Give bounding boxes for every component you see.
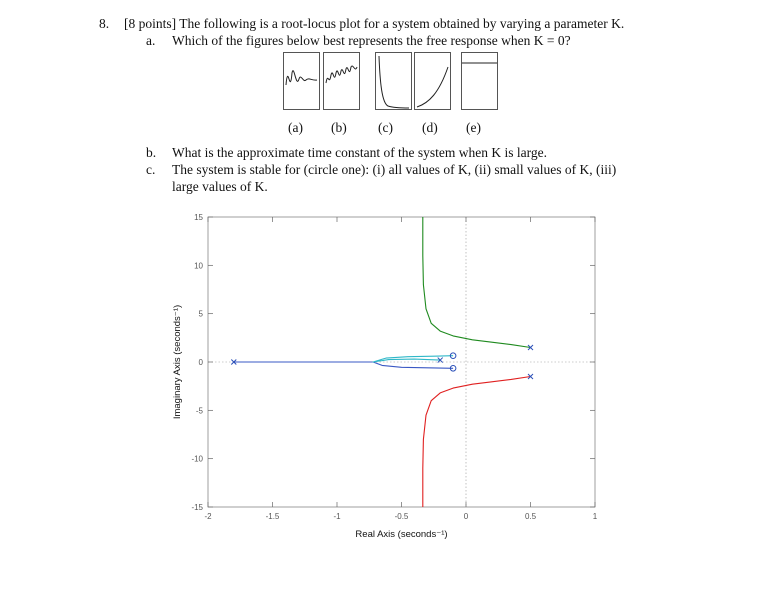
locus-branch-upper bbox=[423, 217, 531, 348]
locus-branch-real bbox=[234, 362, 453, 368]
x-axis-label: Real Axis (seconds⁻¹) bbox=[355, 529, 448, 540]
y-tick-label: 0 bbox=[198, 358, 203, 367]
x-tick-label: -0.5 bbox=[394, 512, 409, 521]
x-tick-label: 0 bbox=[463, 512, 469, 521]
y-tick-label: 5 bbox=[198, 309, 203, 319]
choice-d: (d) bbox=[422, 120, 438, 135]
part-c-text-1: The system is stable for (circle one): (i) all values of K, (ii) small values of K, (iii) bbox=[172, 162, 617, 177]
y-axis-label: Imaginary Axis (seconds⁻¹) bbox=[172, 304, 183, 420]
choice-e: (e) bbox=[466, 120, 481, 135]
locus-branch-lower bbox=[423, 377, 531, 508]
choice-c: (c) bbox=[378, 120, 393, 135]
choice-b: (b) bbox=[331, 120, 347, 135]
y-tick-label: 15 bbox=[194, 213, 203, 222]
choice-a: (a) bbox=[288, 120, 303, 135]
question-header: [8 points] The following is a root-locus plot for a system obtained by varying a parameter K. bbox=[124, 16, 625, 31]
part-b-letter: b. bbox=[146, 145, 157, 160]
x-tick-label: -1.5 bbox=[265, 512, 280, 521]
x-tick-label: -1 bbox=[333, 512, 341, 521]
part-c-text-2: large values of K. bbox=[172, 179, 268, 194]
y-tick-label: -15 bbox=[191, 503, 203, 512]
x-tick-label: 1 bbox=[592, 512, 598, 521]
part-a-text: Which of the figures below best represents the free response when K = 0? bbox=[172, 33, 571, 48]
y-tick-label: -10 bbox=[191, 454, 203, 464]
x-tick-label: -2 bbox=[204, 512, 212, 521]
part-c-letter: c. bbox=[146, 162, 156, 177]
x-tick-label: 0.5 bbox=[524, 512, 537, 521]
part-b-text: What is the approximate time constant of the system when K is large. bbox=[172, 145, 548, 160]
y-tick-label: -5 bbox=[195, 406, 203, 416]
part-a-letter: a. bbox=[146, 33, 156, 48]
question-number: 8. bbox=[99, 16, 110, 31]
y-tick-label: 10 bbox=[194, 261, 203, 271]
